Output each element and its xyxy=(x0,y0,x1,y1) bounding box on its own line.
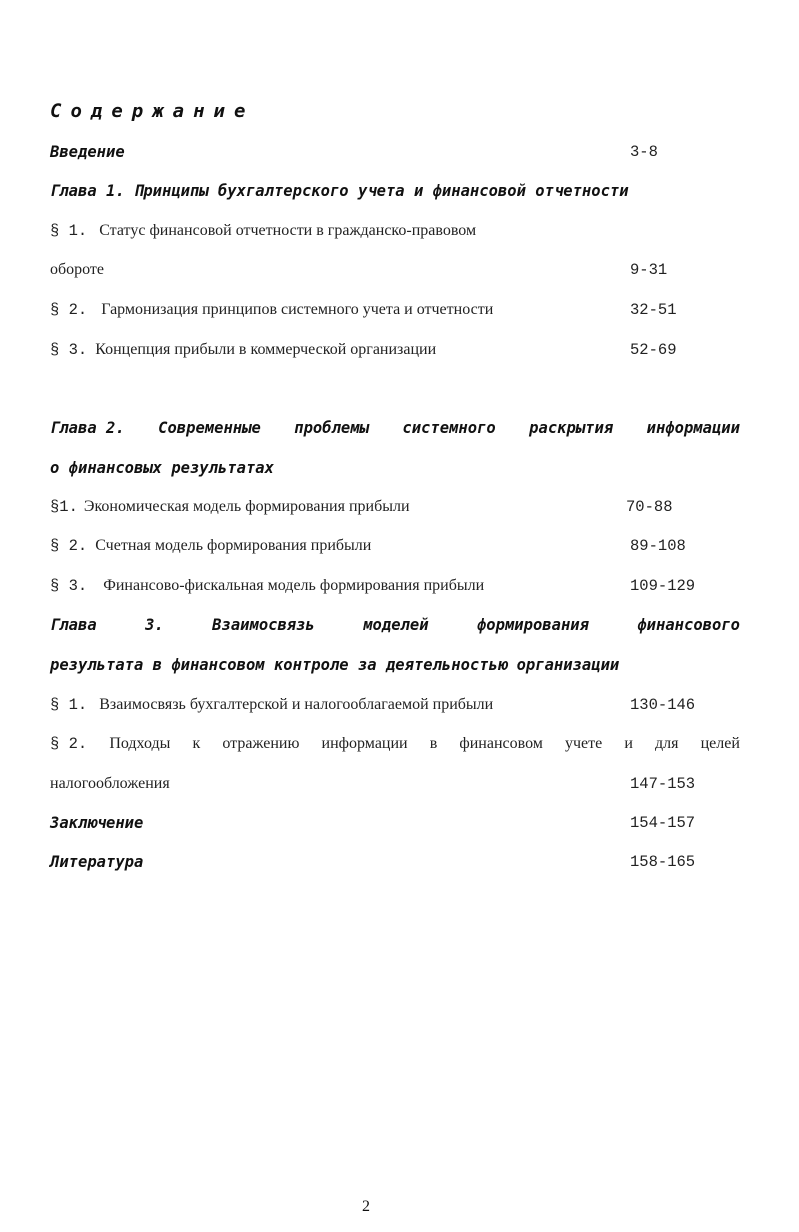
ch3-section-2-line-b: налогообложения xyxy=(50,775,170,792)
ch1-section-1-line-b: обороте xyxy=(50,261,105,278)
section-word: финансовом xyxy=(459,735,543,752)
ch2-section-1-pages: 70-88 xyxy=(626,498,673,516)
section-word: для xyxy=(654,735,679,752)
ch2-section-2-pages: 89-108 xyxy=(630,537,686,555)
intro-pages: 3-8 xyxy=(630,143,658,161)
section-text: Финансово-фискальная модель формирования прибыли xyxy=(103,577,485,594)
heading-word: 3. xyxy=(145,616,164,634)
ch1-section-1-pages: 9-31 xyxy=(630,261,668,279)
chapter-1-heading: Глава 1. Принципы бухгалтерского учета и финансовой отчетности xyxy=(50,182,629,200)
section-mark: §1. xyxy=(50,498,78,516)
ch1-section-1-line-a xyxy=(50,222,476,240)
ch3-section-2-pages: 147-153 xyxy=(630,775,696,793)
ch3-section-1 xyxy=(50,696,493,714)
section-word: целей xyxy=(700,735,740,752)
heading-word: проблемы xyxy=(294,419,369,437)
section-mark: § 3. xyxy=(50,577,88,595)
ch3-section-1-pages: 130-146 xyxy=(630,696,696,714)
heading-word: Современные xyxy=(158,419,261,437)
section-text: Статус финансовой отчетности в гражданско-правовом xyxy=(99,222,477,239)
heading-word: финансового xyxy=(637,616,740,634)
intro-label: Введение xyxy=(50,143,125,161)
section-mark: § 2. xyxy=(50,537,88,555)
ch2-section-1 xyxy=(50,498,410,516)
ch2-section-2 xyxy=(50,537,371,555)
section-mark: § 3. xyxy=(50,341,88,359)
heading-word: информации xyxy=(646,419,740,437)
ch3-section-2-line-a xyxy=(50,735,740,753)
literature-label: Литература xyxy=(50,853,144,871)
heading-word: Глава 2. xyxy=(50,419,125,437)
section-word: Подходы xyxy=(109,735,171,752)
ch1-section-3 xyxy=(50,341,436,359)
heading-word: Глава xyxy=(50,616,97,634)
section-text: Экономическая модель формирования прибыли xyxy=(83,498,410,515)
section-text: Взаимосвязь бухгалтерской и налогооблагаемой прибыли xyxy=(99,696,494,713)
chapter-3-heading-line-a xyxy=(50,616,740,634)
conclusion-label: Заключение xyxy=(50,814,144,832)
section-word: учете xyxy=(564,735,603,752)
section-word: отражению xyxy=(222,735,300,752)
ch1-section-3-pages: 52-69 xyxy=(630,341,677,359)
literature-pages: 158-165 xyxy=(630,853,696,871)
chapter-3-heading-line-b: результата в финансовом контроле за деятельностью организации xyxy=(50,656,620,674)
section-word: и xyxy=(624,735,633,752)
conclusion-pages: 154-157 xyxy=(630,814,696,832)
ch1-section-2 xyxy=(50,301,493,319)
section-mark: § 1. xyxy=(50,696,88,714)
section-word: информации xyxy=(321,735,408,752)
page-title: Содержание xyxy=(50,100,255,122)
chapter-2-heading-line-b: о финансовых результатах xyxy=(50,459,274,477)
ch1-section-2-pages: 32-51 xyxy=(630,301,677,319)
heading-word: Взаимосвязь xyxy=(212,616,315,634)
ch2-section-3-pages: 109-129 xyxy=(630,577,696,595)
heading-word: системного xyxy=(402,419,496,437)
chapter-2-heading-line-a xyxy=(50,419,740,437)
section-mark: § 1. xyxy=(50,222,88,240)
section-text: Концепция прибыли в коммерческой организации xyxy=(95,341,437,358)
page-number: 2 xyxy=(362,1198,370,1215)
section-text: Гармонизация принципов системного учета и отчетности xyxy=(101,301,494,318)
ch2-section-3 xyxy=(50,577,484,595)
section-word: в xyxy=(429,735,438,752)
section-mark: § 2. xyxy=(50,301,88,319)
heading-word: моделей xyxy=(363,616,429,634)
section-word: к xyxy=(192,735,201,752)
section-mark: § 2. xyxy=(50,735,88,753)
section-text: Счетная модель формирования прибыли xyxy=(95,537,372,554)
heading-word: раскрытия xyxy=(529,419,614,437)
heading-word: формирования xyxy=(476,616,589,634)
